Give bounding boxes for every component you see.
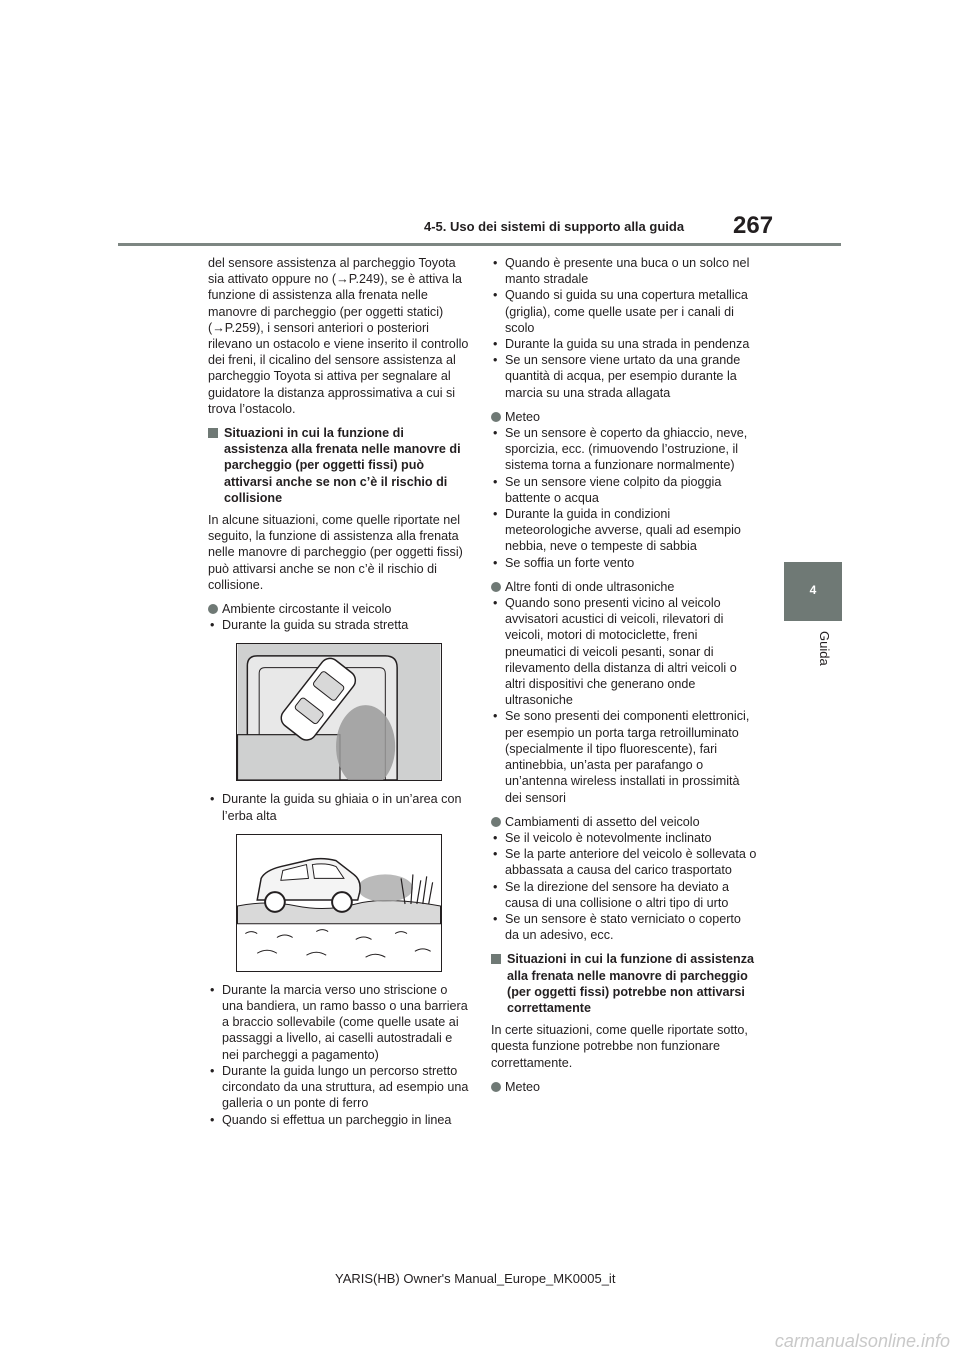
circle-bullet-icon	[491, 412, 501, 422]
list-item-text: Se un sensore è stato verniciato o coperto da un adesivo, ecc.	[505, 911, 741, 943]
list-item-text: Quando sono presenti vicino al veicolo avvisatori acustici di veicoli, rilevatori di veicoli, motori di motociclette, freni pneumatici di veicoli pesanti, sonar di rilevamento della distanza di altri veicoli o altri dispositivi che generano onde ultrasoniche	[505, 596, 737, 708]
topic-item	[208, 601, 470, 617]
list-item-text: Durante la guida lungo un percorso stretto circondato da una struttura, ad esempio una galleria o un ponte di ferro	[222, 1063, 469, 1111]
list-item-text: Durante la guida su una strada in pendenza	[505, 337, 750, 352]
list-item-text: Quando si guida su una copertura metallica (griglia), come quelle usate per i canali di scolo	[505, 288, 748, 335]
topic-label: Ambiente circostante il veicolo	[222, 602, 392, 617]
list-item: • Durante la guida lungo un percorso stretto circondato da una struttura, ad esempio una galleria o un ponte di ferro	[210, 1063, 469, 1111]
list-item: • Quando si guida su una copertura metallica (griglia), come quelle usate per i canali di scolo	[491, 287, 757, 336]
topic-item	[491, 579, 757, 595]
list-item: • Se soffia un forte vento	[493, 555, 635, 570]
list-item-text: Durante la guida in condizioni meteorologiche avverse, quali ad esempio nebbia, neve o tempeste di sabbia	[505, 507, 741, 554]
list-item: • Se il veicolo è notevolmente inclinato	[493, 830, 712, 845]
gravel-grass-illustration	[236, 834, 442, 972]
section-heading-text: Situazioni in cui la funzione di assistenza alla frenata nelle manovre di parcheggio (per oggetti fissi) potrebbe non attivarsi correttamente	[507, 952, 755, 1015]
list-item: • Durante la guida su ghiaia o in un’area con l’erba alta	[208, 791, 470, 823]
watermark[interactable]: carmanualsonline.info	[774, 1331, 950, 1351]
list-item: • Se la direzione del sensore ha deviato a causa di una collisione o altri tipo di urto	[491, 879, 757, 911]
list-item-text: Durante la guida su strada stretta	[222, 618, 409, 633]
topic-item	[491, 814, 757, 830]
topic-label: Cambiamenti di assetto del veicolo	[505, 814, 700, 829]
list-item: • Durante la guida in condizioni meteorologiche avverse, quali ad esempio nebbia, neve o tempeste di sabbia	[491, 506, 757, 555]
page-number: 267	[733, 212, 774, 239]
section-heading	[491, 951, 757, 1016]
chapter-tab[interactable]: 4	[784, 562, 842, 621]
circle-bullet-icon	[491, 817, 501, 827]
list-item-text: Se la parte anteriore del veicolo è sollevata o abbassata a causa del carico trasportato	[505, 847, 757, 878]
intro-paragraph: del sensore assistenza al parcheggio Toyota sia attivato oppure no (→P.249), se è attiva la funzione di assistenza alla frenata nelle manovre di parcheggio (per oggetti statici) (→P.259), i sensori anteriori o posteriori rilevano un ostacolo e viene inserito il controllo dei freni, il cicalino del sensore assistenza al parcheggio Toyota si attiva per segnalare al guidatore la distanza approssimativa a cui si trova l’ostacolo.	[208, 256, 469, 416]
topic-label: Meteo	[505, 409, 541, 424]
section-title: 4-5. Uso dei sistemi di supporto alla guida	[424, 219, 685, 234]
list-item: • Durante la guida su una strada in pendenza	[493, 337, 750, 352]
circle-bullet-icon	[208, 604, 218, 614]
footer-text: YARIS(HB) Owner's Manual_Europe_MK0005_it	[335, 1271, 616, 1286]
list-item-text: Se un sensore viene colpito da pioggia battente o acqua	[505, 474, 722, 505]
square-marker-icon	[491, 954, 501, 964]
list-item-text: Se il veicolo è notevolmente inclinato	[505, 830, 712, 845]
topic-label: Meteo	[505, 1079, 541, 1094]
section-paragraph: In certe situazioni, come quelle riportate sotto, questa funzione potrebbe non funzionare correttamente.	[491, 1023, 748, 1070]
chapter-label: Guida	[817, 631, 832, 666]
list-item-text: Se sono presenti dei componenti elettronici, per esempio un porta targa retroilluminato (specialmente il tipo fluorescente), fari antinebbia, un’asta per parafango o un’antenna wireless installati in prossimità dei sensori	[505, 709, 750, 805]
list-item: • Se un sensore è coperto da ghiaccio, neve, sporcizia, ecc. (rimuovendo l’ostruzione, il sistema torna a funzionare normalmente)	[491, 425, 757, 474]
list-item: • Se un sensore è stato verniciato o coperto da un adesivo, ecc.	[491, 911, 757, 943]
right-column	[491, 255, 757, 1095]
section-heading	[208, 425, 470, 506]
header-rule	[118, 243, 841, 246]
list-item: • Se un sensore viene colpito da pioggia battente o acqua	[491, 474, 757, 506]
list-item-text: Se un sensore è coperto da ghiaccio, neve, sporcizia, ecc. (rimuovendo l’ostruzione, il sistema torna a funzionare normalmente)	[505, 426, 748, 473]
topic-item	[491, 409, 757, 425]
list-item: • Quando si effettua un parcheggio in linea	[210, 1112, 452, 1127]
list-item: • Se la parte anteriore del veicolo è sollevata o abbassata a causa del carico trasportato	[493, 847, 757, 878]
list-item-text: Quando si effettua un parcheggio in linea	[222, 1112, 452, 1127]
list-item-text: Quando è presente una buca o un solco nel manto stradale	[505, 256, 750, 287]
square-marker-icon	[208, 428, 218, 438]
list-item: • Durante la guida su strada stretta	[210, 618, 409, 633]
list-item: • Se sono presenti dei componenti elettronici, per esempio un porta targa retroilluminato (specialmente il tipo fluorescente), fari antinebbia, un’asta per parafango o un’antenna wireless installati in prossimità dei sensori	[491, 708, 757, 805]
list-item-text: Se un sensore viene urtato da una grande quantità di acqua, per esempio durante la marcia su una strada allagata	[505, 353, 741, 400]
list-item: • Se un sensore viene urtato da una grande quantità di acqua, per esempio durante la marcia su una strada allagata	[491, 352, 757, 401]
narrow-road-illustration	[236, 643, 442, 781]
list-item-text: Se la direzione del sensore ha deviato a causa di una collisione o altri tipo di urto	[505, 879, 730, 910]
circle-bullet-icon	[491, 582, 501, 592]
section-paragraph: In alcune situazioni, come quelle riportate nel seguito, la funzione di assistenza alla frenata nelle manovre di parcheggio (per oggetti fissi) può attivarsi anche se non c’è il rischio di collisione.	[208, 513, 463, 592]
section-heading-text: Situazioni in cui la funzione di assistenza alla frenata nelle manovre di parcheggio (per oggetti fissi) può attivarsi anche se non c’è il rischio di collisione	[224, 426, 461, 505]
topic-item	[491, 1079, 757, 1095]
list-item-text: Se soffia un forte vento	[505, 555, 635, 570]
left-column	[208, 255, 470, 1128]
circle-bullet-icon	[491, 1082, 501, 1092]
topic-label: Altre fonti di onde ultrasoniche	[505, 579, 675, 594]
list-item-text: Durante la marcia verso uno striscione o una bandiera, un ramo basso o una barriera a braccio sollevabile (come quelle usate ai passaggi a livello, ai caselli autostradali e nei parcheggi a pagamento)	[222, 982, 468, 1062]
list-item: • Durante la marcia verso uno striscione o una bandiera, un ramo basso o una barriera a braccio sollevabile (come quelle usate ai passaggi a livello, ai caselli autostradali e nei parcheggi a pagamento)	[208, 982, 470, 1063]
list-item: • Quando sono presenti vicino al veicolo avvisatori acustici di veicoli, rilevatori di veicoli, motori di motociclette, freni pneumatici di veicoli pesanti, sonar di rilevamento della distanza di altri veicoli o altri dispositivi che generano onde ultrasoniche	[491, 595, 757, 708]
list-item-text: Durante la guida su ghiaia o in un’area con l’erba alta	[222, 792, 462, 823]
list-item: • Quando è presente una buca o un solco nel manto stradale	[491, 255, 757, 287]
